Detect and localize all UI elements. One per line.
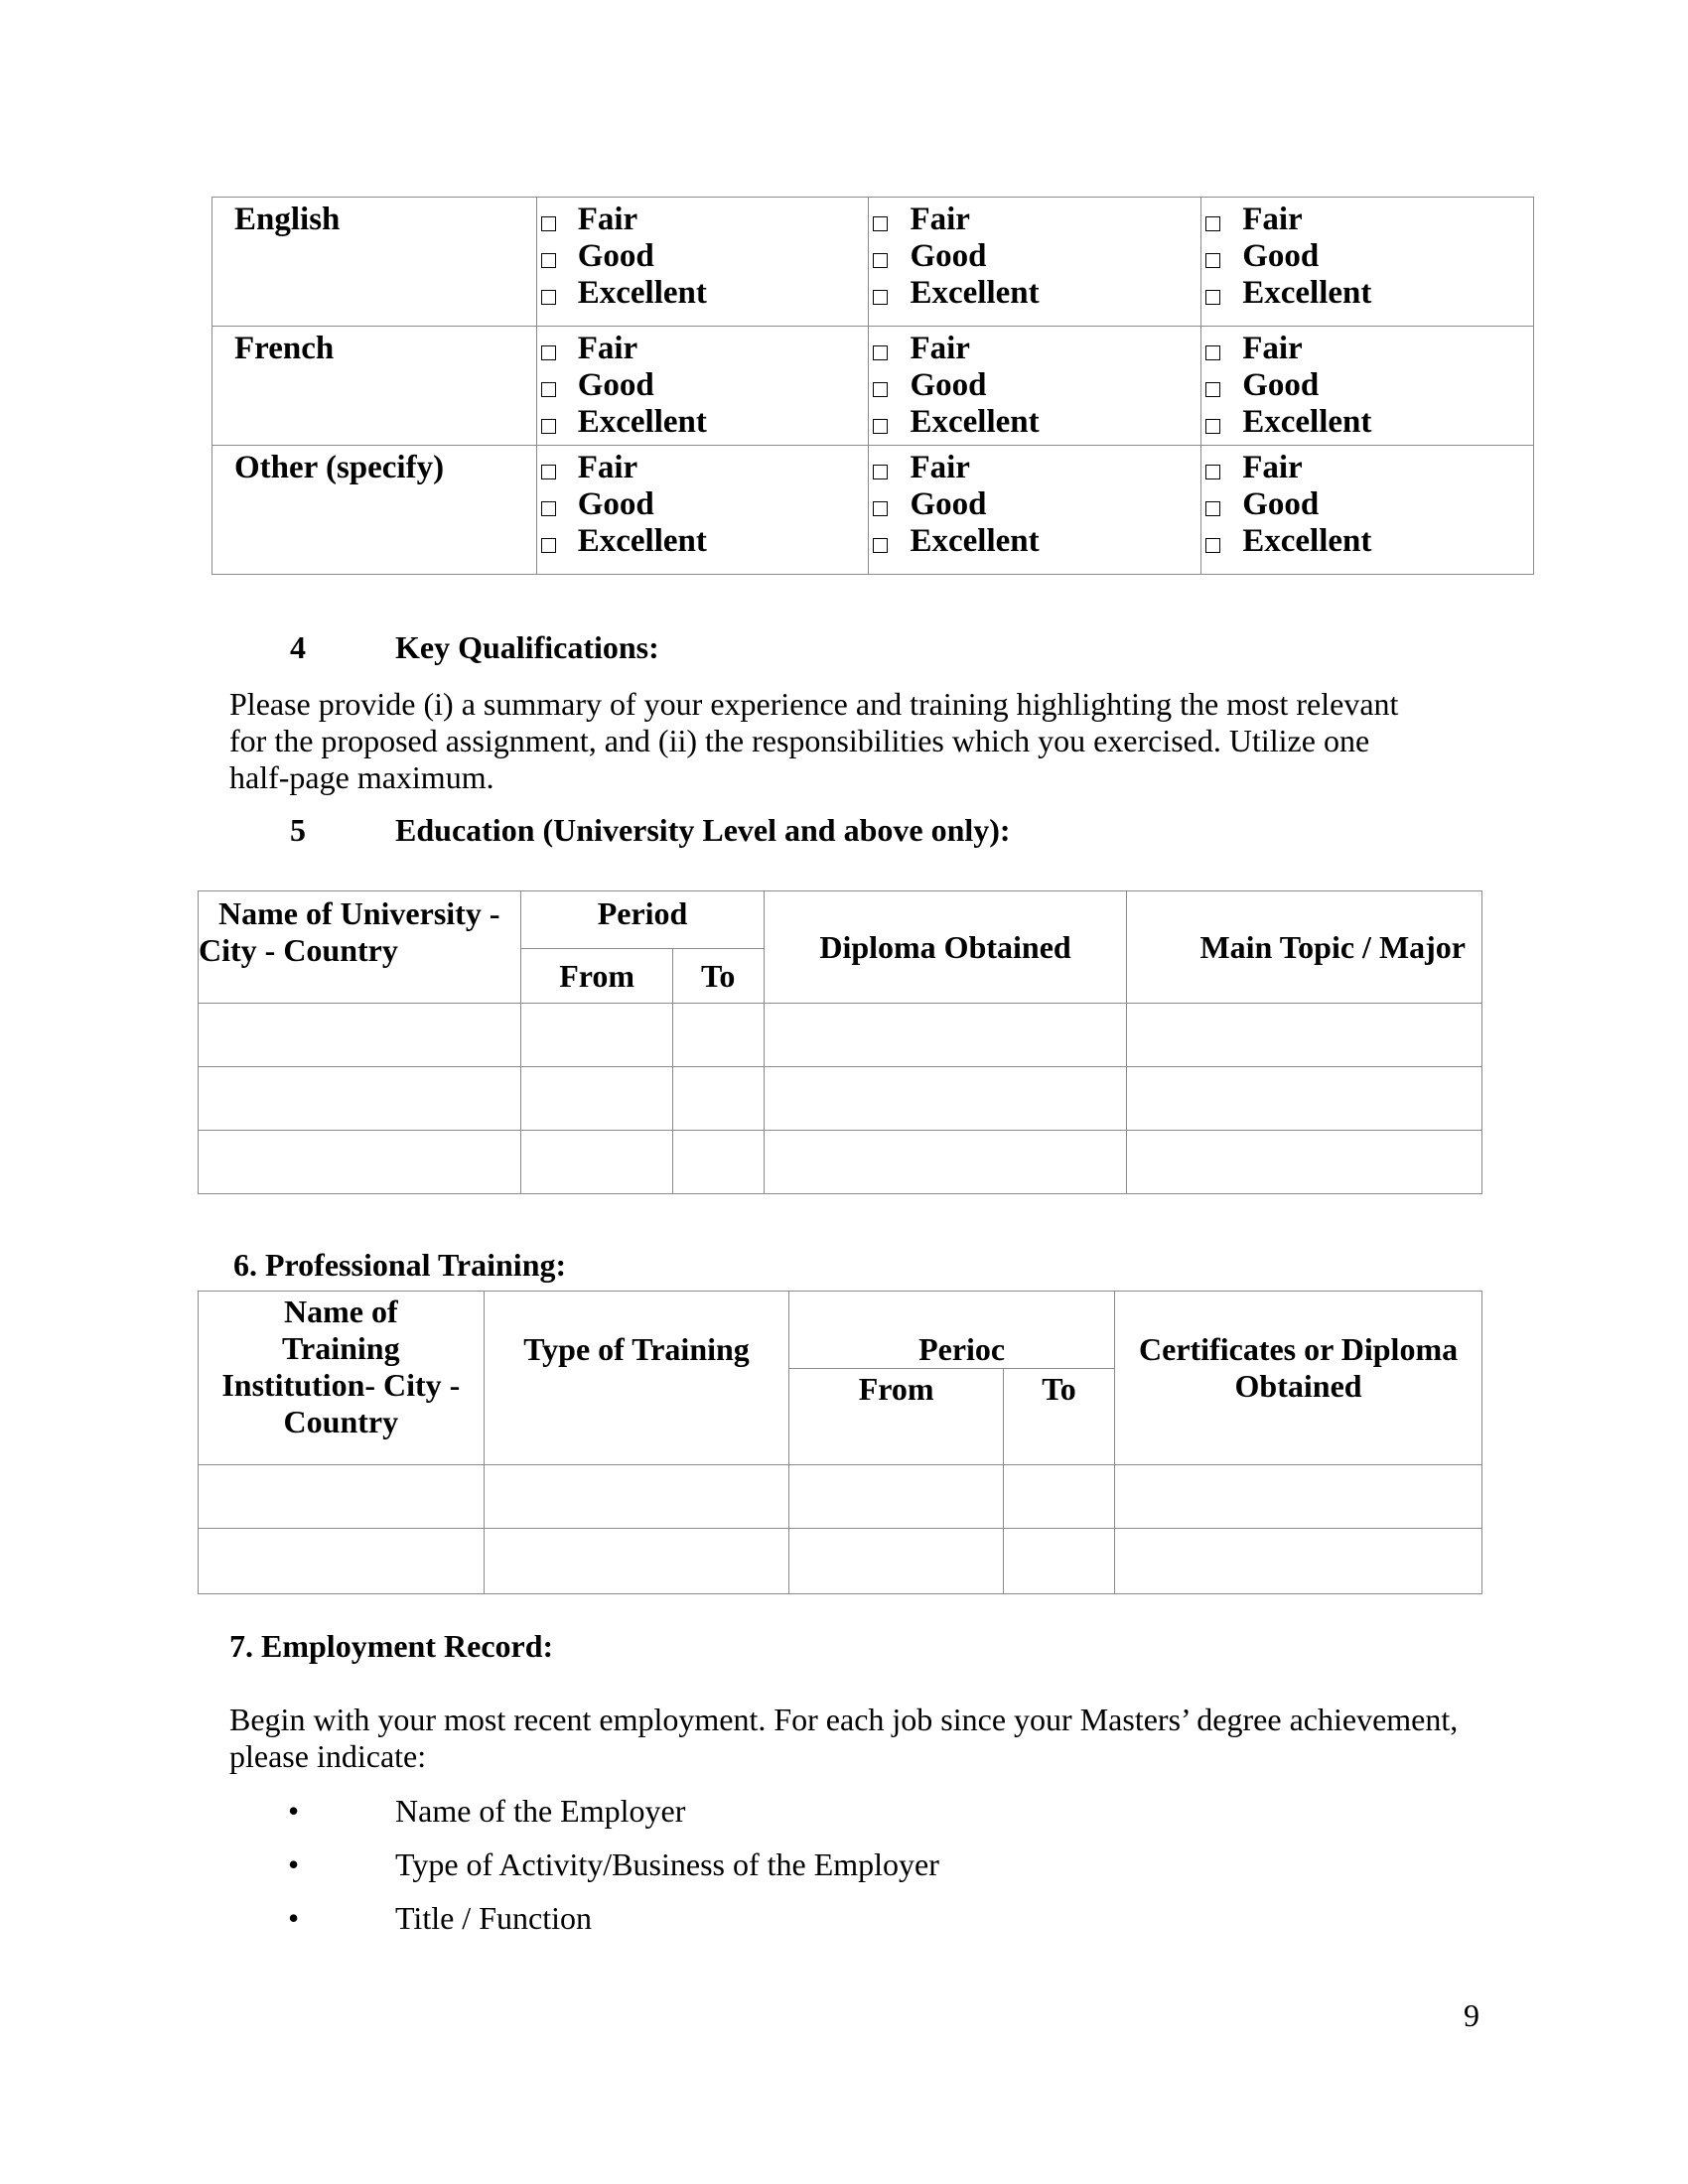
option-excellent[interactable]: Excellent <box>537 523 869 560</box>
header-from: From <box>521 949 672 1004</box>
checkbox-icon[interactable] <box>873 465 888 479</box>
text-line: half-page maximum. <box>229 759 494 795</box>
language-name: Other (specify) <box>212 446 537 575</box>
option-fair[interactable]: Fair <box>1201 202 1533 238</box>
checkbox-icon[interactable] <box>873 501 888 516</box>
table-header-row <box>199 1292 1482 1369</box>
option-fair[interactable]: Fair <box>869 450 1200 486</box>
proficiency-options-writing <box>1201 327 1534 446</box>
table-header-row <box>199 891 1482 949</box>
checkbox-icon[interactable] <box>541 216 556 231</box>
list-item: • Title / Function <box>288 1900 592 1936</box>
proficiency-options-writing <box>1201 198 1534 327</box>
header-to: To <box>672 949 764 1004</box>
option-excellent[interactable]: Excellent <box>537 404 869 441</box>
checkbox-icon[interactable] <box>873 345 888 360</box>
cell-university[interactable] <box>199 1004 521 1067</box>
section-6-title: 6. Professional Training: <box>233 1247 567 1283</box>
cell-university[interactable] <box>199 1131 521 1194</box>
checkbox-icon[interactable] <box>541 501 556 516</box>
option-excellent[interactable]: Excellent <box>1201 523 1533 560</box>
option-good[interactable]: Good <box>1201 367 1533 404</box>
text-line: please indicate: <box>229 1738 427 1774</box>
section-5-title: Education (University Level and above only): <box>395 812 1011 848</box>
list-item: • Name of the Employer <box>288 1793 686 1829</box>
cell-type[interactable] <box>484 1465 789 1529</box>
education-table <box>198 890 1482 1194</box>
option-fair[interactable]: Fair <box>1201 331 1533 367</box>
language-row-other <box>212 446 1534 575</box>
table-row <box>199 1131 1482 1194</box>
option-excellent[interactable]: Excellent <box>869 523 1200 560</box>
checkbox-icon[interactable] <box>1205 501 1220 516</box>
header-diploma: Diploma Obtained <box>764 891 1127 1004</box>
proficiency-options-speaking <box>869 446 1201 575</box>
header-training-type: Type of Training <box>484 1292 789 1465</box>
proficiency-options-reading <box>536 446 869 575</box>
cell-institution[interactable] <box>199 1529 485 1594</box>
checkbox-icon[interactable] <box>1205 253 1220 268</box>
header-topic: Main Topic / Major <box>1127 891 1482 1004</box>
section-7-instructions <box>229 1702 1458 1775</box>
cell-certificates[interactable] <box>1115 1465 1482 1529</box>
text-line: Please provide (i) a summary of your experience and training highlighting the most relevant <box>229 686 1399 722</box>
section-4-title: Key Qualifications: <box>395 629 659 665</box>
table-row <box>199 1004 1482 1067</box>
cell-from[interactable] <box>789 1529 1004 1594</box>
option-good[interactable]: Good <box>537 486 869 523</box>
proficiency-options-reading <box>536 327 869 446</box>
language-name: French <box>212 327 537 446</box>
cell-certificates[interactable] <box>1115 1529 1482 1594</box>
cell-to[interactable] <box>1003 1529 1114 1594</box>
cell-to[interactable] <box>672 1131 764 1194</box>
cell-university[interactable] <box>199 1067 521 1131</box>
text-line: for the proposed assignment, and (ii) the responsibilities which you exercised. Utilize one <box>229 723 1370 758</box>
checkbox-icon[interactable] <box>873 216 888 231</box>
header-institution: Name of Training Institution- City - Country <box>199 1292 485 1465</box>
checkbox-icon[interactable] <box>541 253 556 268</box>
language-row-french <box>212 327 1534 446</box>
proficiency-options-speaking <box>869 327 1201 446</box>
option-good[interactable]: Good <box>537 238 869 275</box>
bullet-icon: • <box>288 1846 300 1882</box>
language-row-english <box>212 198 1534 327</box>
bullet-icon: • <box>288 1900 300 1936</box>
option-good[interactable]: Good <box>537 367 869 404</box>
header-period: Perioc <box>789 1292 1115 1369</box>
option-excellent[interactable]: Excellent <box>1201 275 1533 312</box>
checkbox-icon[interactable] <box>1205 419 1220 434</box>
proficiency-options-reading <box>536 198 869 327</box>
checkbox-icon[interactable] <box>873 290 888 305</box>
cell-topic[interactable] <box>1127 1067 1482 1131</box>
option-fair[interactable]: Fair <box>537 202 869 238</box>
checkbox-icon[interactable] <box>873 253 888 268</box>
cell-diploma[interactable] <box>764 1004 1127 1067</box>
option-good[interactable]: Good <box>1201 486 1533 523</box>
checkbox-icon[interactable] <box>873 538 888 553</box>
section-5-number: 5 <box>290 812 306 848</box>
section-4-instructions <box>229 686 1398 796</box>
option-excellent[interactable]: Excellent <box>537 275 869 312</box>
cell-to[interactable] <box>672 1067 764 1131</box>
cell-from[interactable] <box>521 1067 672 1131</box>
language-proficiency-table <box>211 197 1534 575</box>
table-row <box>199 1067 1482 1131</box>
cell-diploma[interactable] <box>764 1131 1127 1194</box>
checkbox-icon[interactable] <box>1205 382 1220 397</box>
section-4-number: 4 <box>290 629 306 665</box>
checkbox-icon[interactable] <box>1205 290 1220 305</box>
checkbox-icon[interactable] <box>1205 465 1220 479</box>
cell-from[interactable] <box>521 1004 672 1067</box>
option-excellent[interactable]: Excellent <box>1201 404 1533 441</box>
proficiency-options-speaking <box>869 198 1201 327</box>
option-good[interactable]: Good <box>869 367 1200 404</box>
checkbox-icon[interactable] <box>873 419 888 434</box>
list-item: • Type of Activity/Business of the Employer <box>288 1846 939 1882</box>
option-fair[interactable]: Fair <box>1201 450 1533 486</box>
option-fair[interactable]: Fair <box>869 202 1200 238</box>
text-line: Begin with your most recent employment. For each job since your Masters’ degree achievement, <box>229 1702 1459 1737</box>
cell-from[interactable] <box>789 1465 1004 1529</box>
language-name: English <box>212 198 537 327</box>
option-good[interactable]: Good <box>1201 238 1533 275</box>
option-excellent[interactable]: Excellent <box>869 404 1200 441</box>
header-to: To <box>1003 1369 1114 1465</box>
checkbox-icon[interactable] <box>541 538 556 553</box>
checkbox-icon[interactable] <box>541 290 556 305</box>
page-number: 9 <box>1464 1997 1479 2033</box>
cell-institution[interactable] <box>199 1465 485 1529</box>
header-university: Name of University - City - Country <box>199 891 521 1004</box>
header-from: From <box>789 1369 1004 1465</box>
option-good[interactable]: Good <box>869 238 1200 275</box>
option-excellent[interactable]: Excellent <box>869 275 1200 312</box>
cell-to[interactable] <box>1003 1465 1114 1529</box>
table-row <box>199 1529 1482 1594</box>
checkbox-icon[interactable] <box>541 382 556 397</box>
checkbox-icon[interactable] <box>1205 216 1220 231</box>
proficiency-options-writing <box>1201 446 1534 575</box>
cell-topic[interactable] <box>1127 1004 1482 1067</box>
option-fair[interactable]: Fair <box>537 331 869 367</box>
option-fair[interactable]: Fair <box>869 331 1200 367</box>
checkbox-icon[interactable] <box>541 465 556 479</box>
cell-diploma[interactable] <box>764 1067 1127 1131</box>
cell-to[interactable] <box>672 1004 764 1067</box>
checkbox-icon[interactable] <box>1205 345 1220 360</box>
bullet-icon: • <box>288 1793 300 1829</box>
header-certificates: Certificates or Diploma Obtained <box>1115 1292 1482 1465</box>
option-good[interactable]: Good <box>869 486 1200 523</box>
cell-topic[interactable] <box>1127 1131 1482 1194</box>
table-row <box>199 1465 1482 1529</box>
professional-training-table <box>198 1291 1482 1594</box>
option-fair[interactable]: Fair <box>537 450 869 486</box>
checkbox-icon[interactable] <box>1205 538 1220 553</box>
header-period: Period <box>521 891 764 949</box>
cell-type[interactable] <box>484 1529 789 1594</box>
section-7-title: 7. Employment Record: <box>229 1628 554 1664</box>
checkbox-icon[interactable] <box>541 345 556 360</box>
checkbox-icon[interactable] <box>541 419 556 434</box>
checkbox-icon[interactable] <box>873 382 888 397</box>
cell-from[interactable] <box>521 1131 672 1194</box>
